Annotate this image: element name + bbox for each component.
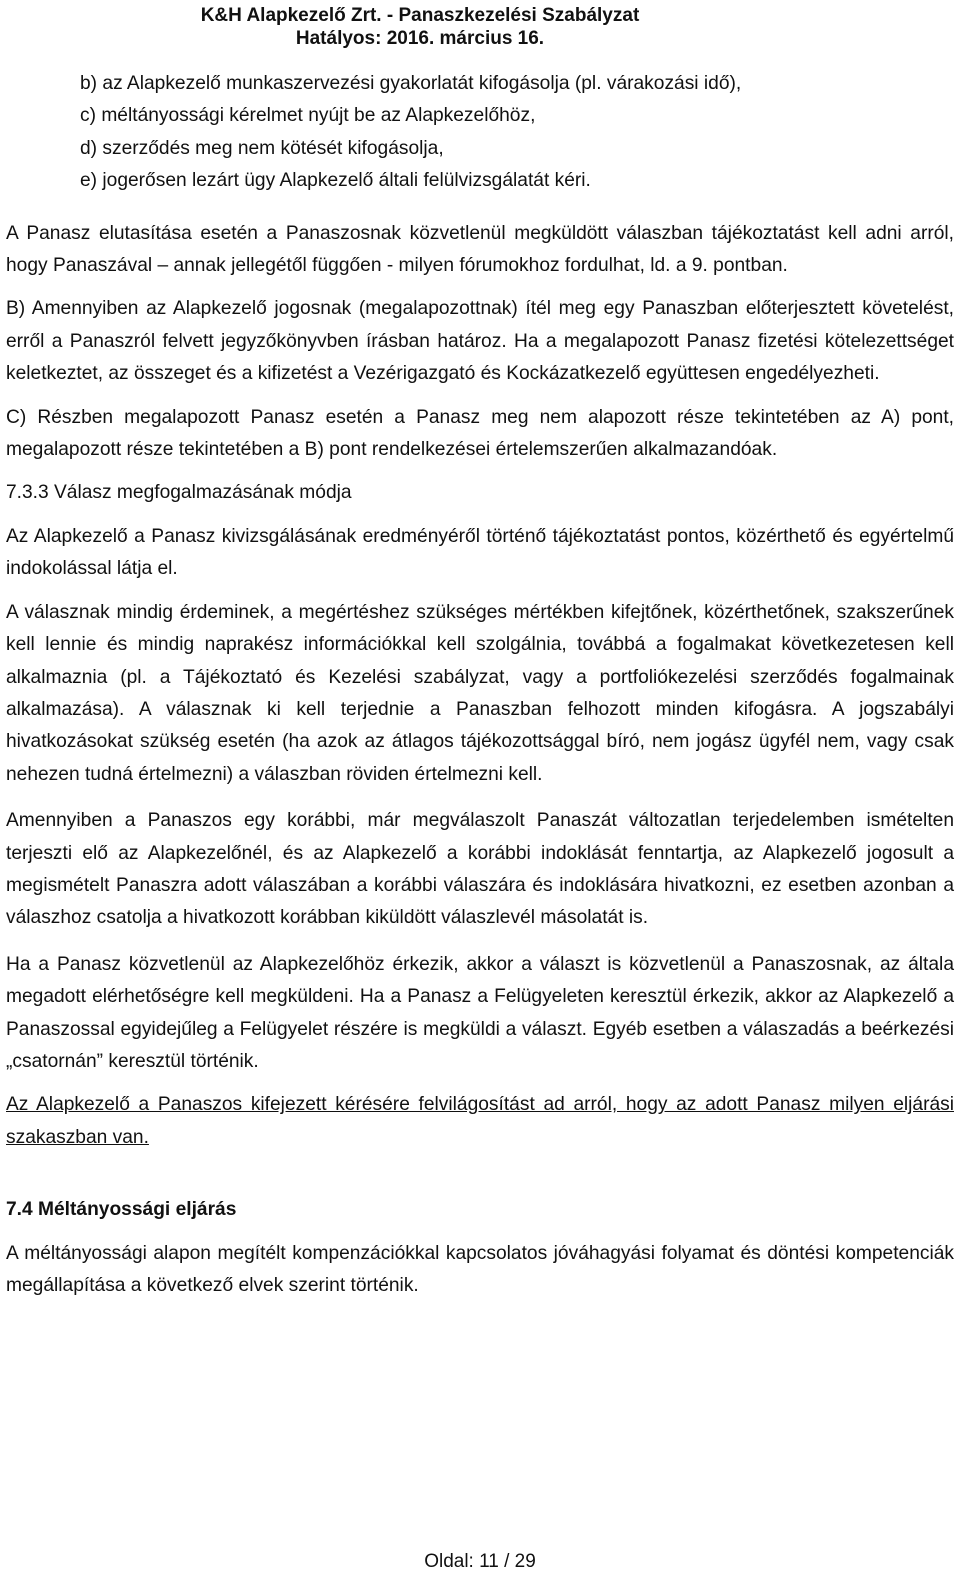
document-header — [200, 4, 640, 50]
paragraph-status-info: Az Alapkezelő a Panaszos kifejezett kérésére felvilágosítást ad arról, hogy az adott Panasz milyen eljárási szakaszban van. — [6, 1094, 954, 1148]
paragraph-response-justification: Az Alapkezelő a Panasz kivizsgálásának eredményéről történő tájékoztatást pontos, közérthető és egyértelmű indokolással látja el. — [6, 525, 954, 580]
header-effective-date: Hatályos: 2016. március 16. — [295, 28, 545, 49]
header-title: K&H Alapkezelő Zrt. - Panaszkezelési Szabályzat — [200, 5, 640, 26]
list-item-d: d) szerződés meg nem kötését kifogásolja, — [80, 137, 444, 159]
list-item-b: b) az Alapkezelő munkaszervezési gyakorlatát kifogásolja (pl. várakozási idő), — [80, 73, 742, 94]
section-title: Méltányossági eljárás — [32, 1199, 237, 1221]
list-item-e: e) jogerősen lezárt ügy Alapkezelő általi felülvizsgálatát kéri. — [80, 170, 591, 192]
paragraph-equity-procedure: A méltányossági alapon megítélt kompenzációkkal kapcsolatos jóváhagyási folyamat és döntési kompetenciák megállapítása a következő elvek szerint történik. — [6, 1242, 954, 1296]
paragraph-repeated-complaint: Amennyiben a Panaszos egy korábbi, már megválaszolt Panaszát változatlan terjedelemben ismételten terjeszti elő az Alapkezelőnél, és az Alapkezelő a korábbi indoklását fenntartja, az Alapkezelő jogosult a megismételt Panaszra adott válaszában a korábbi válaszára és indoklására hivatkozni, ez esetben azonban a válaszhoz csatolja a hivatkozott korábban kiküldött válaszlevél másolatát is. — [6, 810, 954, 929]
list-item-c: c) méltányossági kérelmet nyújt be az Alapkezelőhöz, — [80, 105, 536, 127]
section-number: 7.4 — [6, 1199, 33, 1221]
paragraph-rejection: A Panasz elutasítása esetén a Panaszosnak közvetlenül megküldött válaszban tájékoztatást kell adni arról, hogy Panaszával – annak jellegétől függően - milyen fórumokhoz fordulhat, ld. a 9. pontban. — [6, 222, 954, 277]
paragraph-response-delivery: Ha a Panasz közvetlenül az Alapkezelőhöz érkezik, akkor a választ is közvetlenül a Panaszosnak, az általa megadott elérhetőségre kell megküldeni. Ha a Panasz a Felügyeleten keresztül érkezik, akkor az Alapkezelő a Panaszossal egyidejűleg a Felügyelet részére is megküldi a választ. Egyéb esetben a válaszadás a beérkezési „csatornán” keresztül történik. — [6, 953, 954, 1072]
section-heading-7-3-3: 7.3.3 Válasz megfogalmazásának módja — [6, 482, 352, 504]
document-body — [6, 68, 954, 1302]
paragraph-section-b: B) Amennyiben az Alapkezelő jogosnak (megalapozottnak) ítél meg egy Panaszban előterjesztett követelést, erről a Panaszról felvett jegyzőkönyvben írásban határoz. Ha a megalapozott Panasz fizetési kötelezettséget keletkeztet, az összeget és a kifizetést a Vezérigazgató és Kockázatkezelő együttesen engedélyezheti. — [6, 298, 954, 385]
page-number: Oldal: 11 / 29 — [424, 1551, 536, 1572]
section-heading-7-4 — [6, 1194, 954, 1226]
paragraph-section-c: C) Részben megalapozott Panasz esetén a Panasz meg nem alapozott része tekintetében az A) pont, megalapozott része tekintetében a B) pont rendelkezései értelemszerűen alkalmazandóak. — [6, 406, 954, 461]
paragraph-response-requirements: A válasznak mindig érdeminek, a megértéshez szükséges mértékben kifejtőnek, közérthetőnek, szakszerűnek kell lennie és mindig naprakész információkkal kell szolgálnia, továbbá a fogalmakat következetesen kell alkalmaznia (pl. a Tájékoztató és Kezelési szabályzat, vagy a portfoliókezelési szerződés fogalmainak alkalmazása). A válasznak ki kell terjednie a Panaszban felhozott minden kifogásra. A jogszabályi hivatkozásokat szükség esetén (ha azok az átlagos tájékozottsággal bíró, nem jogász ügyfél nem, vagy csak nehezen tudná értelmezni) a válaszban röviden értelmezni kell. — [6, 601, 954, 785]
